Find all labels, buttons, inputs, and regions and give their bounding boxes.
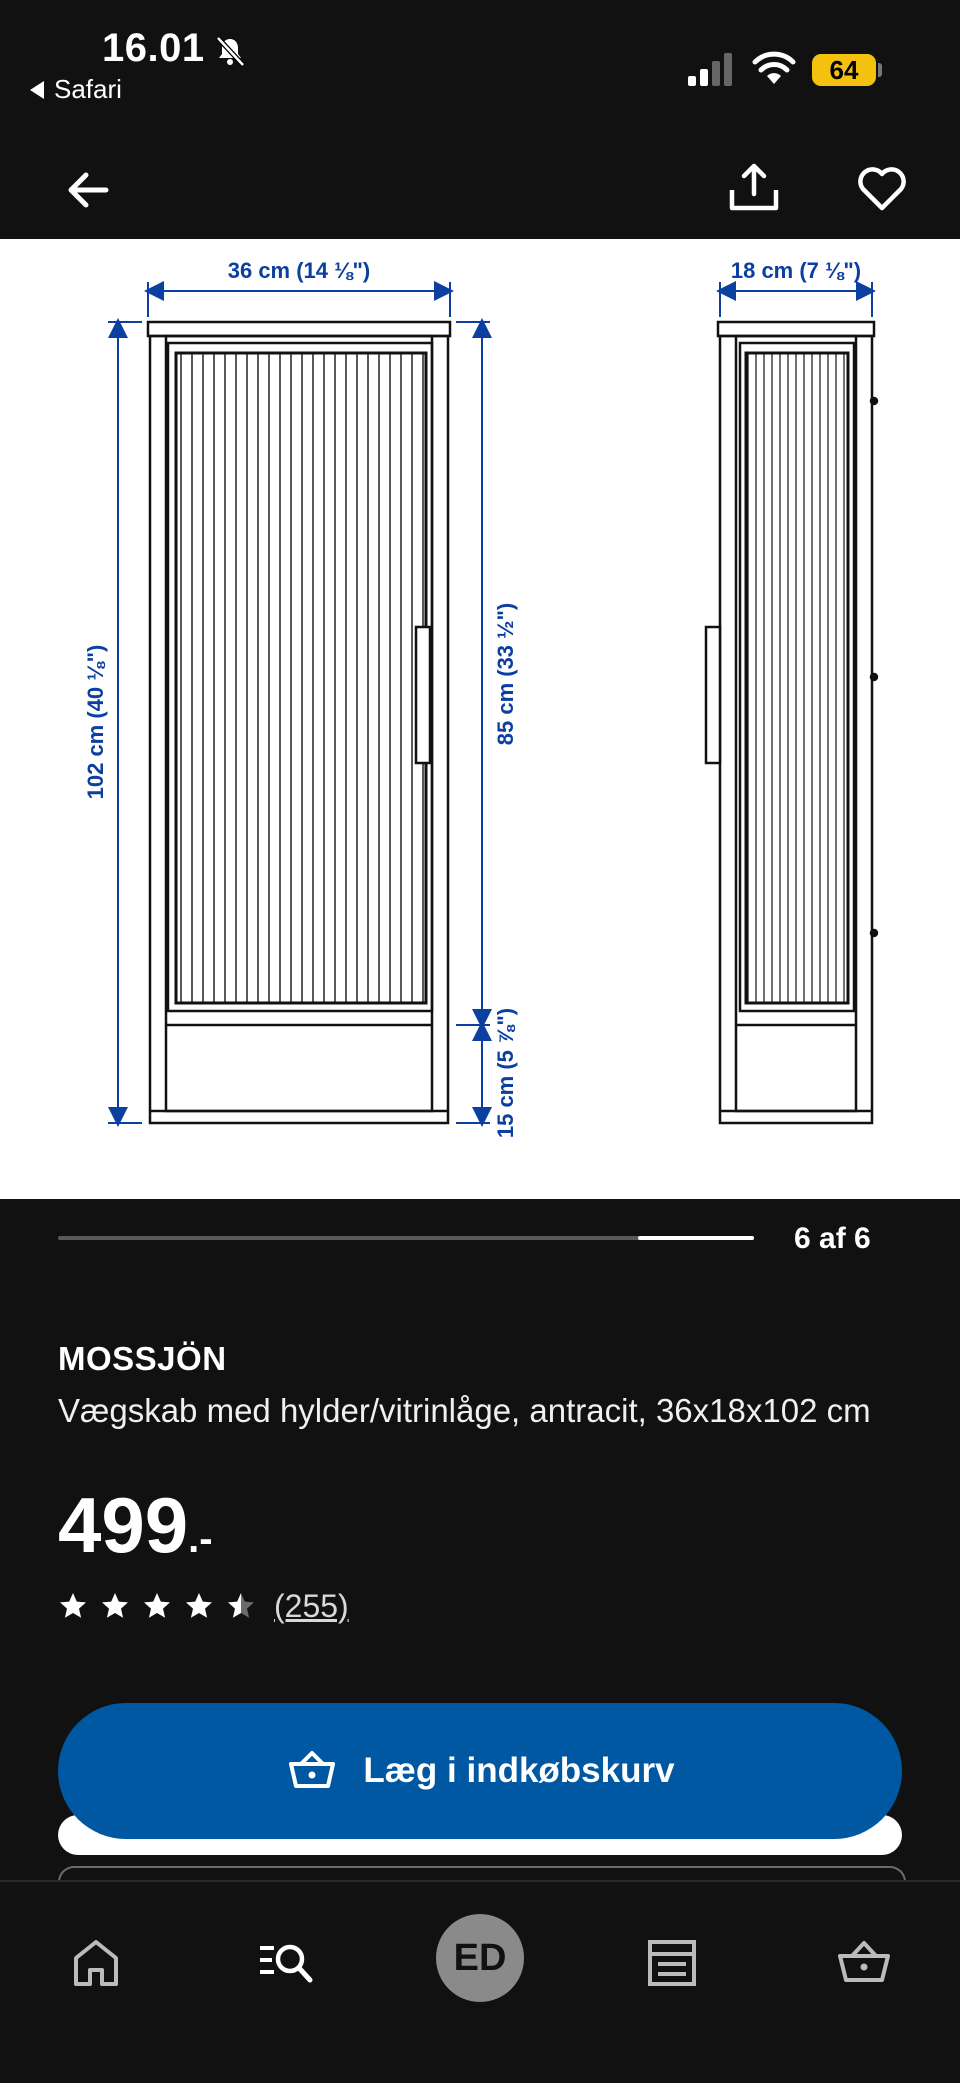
heart-icon[interactable]	[854, 160, 910, 216]
share-icon[interactable]	[726, 160, 782, 216]
wifi-icon	[752, 50, 796, 86]
basket-icon[interactable]	[832, 1930, 896, 1994]
status-time: 16.01	[102, 26, 205, 70]
battery-indicator: 64	[812, 54, 876, 86]
battery-nub	[878, 63, 882, 77]
product-image[interactable]	[0, 239, 960, 1199]
depth-dimension-label: 18 cm (7 ⅛")	[730, 258, 862, 283]
back-triangle-icon	[30, 81, 44, 99]
star-icon	[58, 1591, 88, 1621]
door-height-dimension-label: 85 cm (33 ½")	[493, 602, 518, 746]
store-icon[interactable]	[640, 1930, 704, 1994]
bottom-navigation	[0, 1880, 960, 2083]
product-brand: MOSSJÖN	[58, 1340, 227, 1377]
star-icon	[142, 1591, 172, 1621]
arrow-left-icon[interactable]	[60, 162, 116, 218]
price-suffix: .-	[188, 1517, 213, 1561]
status-bar	[0, 0, 960, 120]
base-height-dimension-label: 15 cm (5 ⅞")	[493, 1007, 518, 1139]
search-list-icon[interactable]	[254, 1930, 318, 1994]
carousel-progress-fill	[638, 1236, 754, 1240]
carousel-page-counter: 6 af 6	[794, 1222, 871, 1255]
bell-muted-icon	[212, 34, 248, 70]
cabinet-side-drawing	[706, 322, 877, 1123]
width-dimension-label: 36 cm (14 ⅛")	[227, 258, 371, 283]
add-to-cart-button[interactable]	[58, 1703, 902, 1839]
app-bar	[0, 140, 960, 240]
home-icon[interactable]	[64, 1930, 128, 1994]
product-rating[interactable]	[58, 1586, 349, 1626]
star-icon	[226, 1591, 256, 1621]
star-icon	[184, 1591, 214, 1621]
product-description: Vægskab med hylder/vitrinlåge, antracit, 36x18x102 cm	[58, 1392, 871, 1429]
back-app-label: Safari	[54, 74, 122, 104]
rating-stars	[58, 1591, 256, 1621]
price-amount: 499	[58, 1481, 189, 1569]
avatar[interactable]: ED	[436, 1914, 524, 2002]
cellular-signal-icon	[688, 52, 736, 88]
shopping-basket-icon	[285, 1744, 339, 1798]
cabinet-front-drawing	[148, 322, 450, 1123]
product-price	[58, 1480, 213, 1571]
add-to-cart-label: Læg i indkøbskurv	[363, 1751, 675, 1790]
star-icon	[100, 1591, 130, 1621]
review-count-link[interactable]: (255)	[274, 1587, 349, 1624]
back-to-safari-link[interactable]	[30, 74, 122, 105]
carousel-progress-track	[58, 1236, 754, 1240]
height-dimension-label: 102 cm (40 ⅛")	[83, 644, 108, 800]
